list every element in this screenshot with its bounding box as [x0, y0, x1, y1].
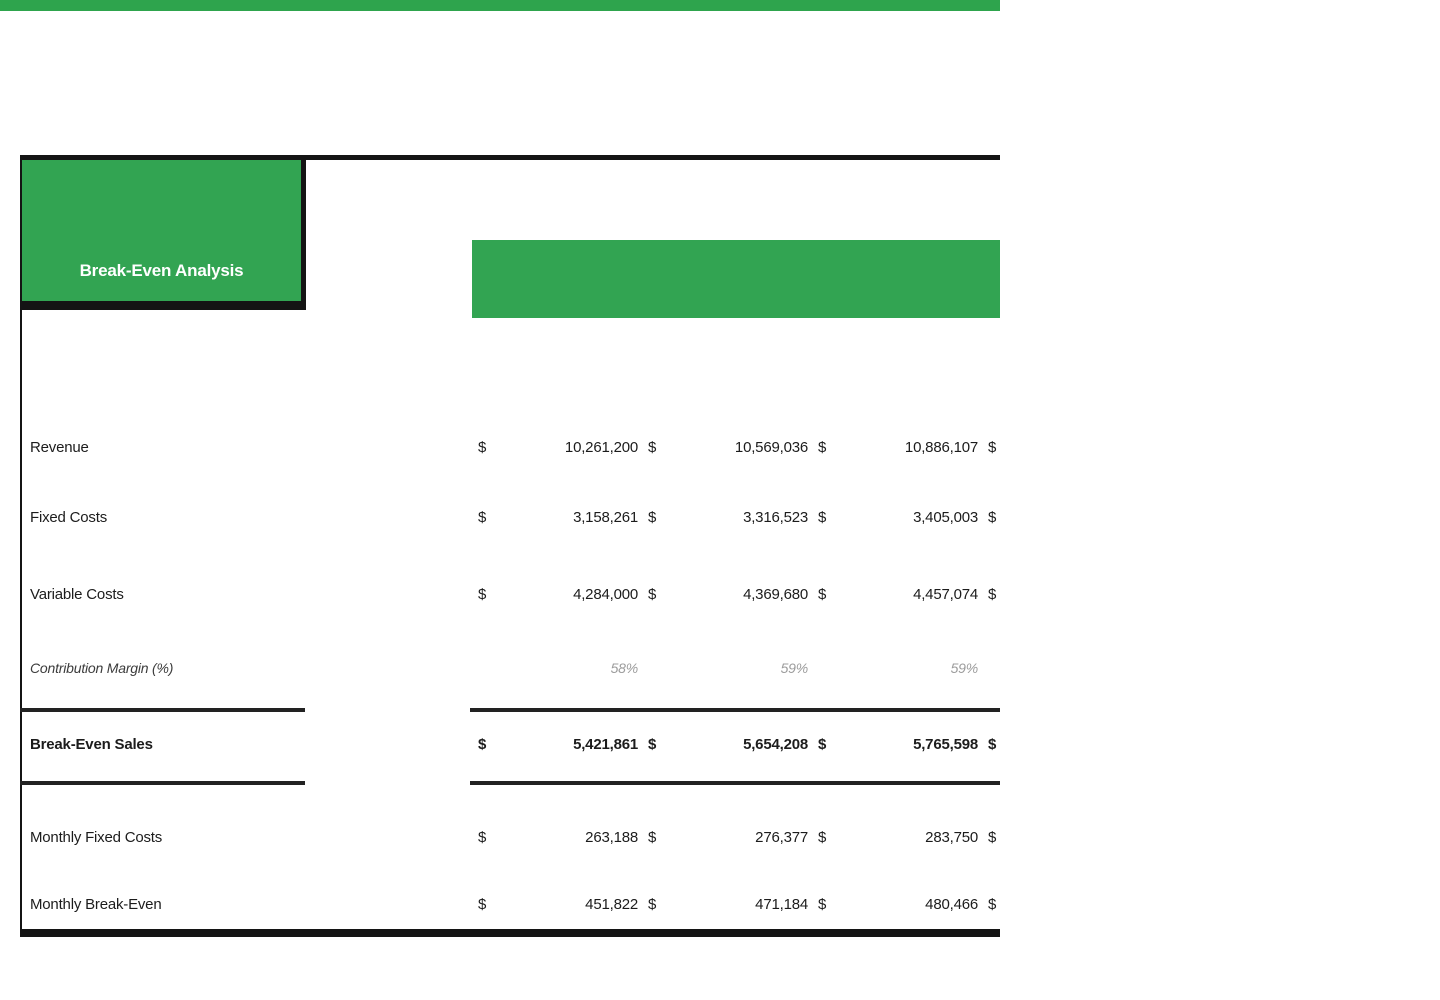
currency-symbol-clipped: $ — [988, 829, 997, 846]
currency-symbol: $ — [478, 509, 487, 526]
currency-symbol-clipped: $ — [988, 896, 997, 913]
currency-symbol: $ — [478, 586, 487, 603]
table-row-monthly-fixed-costs — [0, 826, 1000, 850]
top-accent-bar — [0, 0, 1000, 11]
currency-symbol: $ — [818, 439, 827, 456]
cell-value: 10,569,036 — [734, 439, 808, 456]
table-row-fixed-costs — [0, 506, 1000, 530]
cell-value: 10,261,200 — [564, 439, 638, 456]
currency-symbol: $ — [818, 829, 827, 846]
cell-value: 58% — [610, 660, 638, 676]
table-bottom-border — [20, 929, 1000, 937]
row-label: Variable Costs — [30, 586, 124, 603]
row-label: Break-Even Sales — [30, 736, 153, 753]
page-title: Break-Even Analysis — [79, 261, 244, 280]
currency-symbol: $ — [648, 896, 657, 913]
cell-value: 3,316,523 — [743, 509, 808, 526]
cell-value: 4,369,680 — [743, 586, 808, 603]
cell-value: 3,405,003 — [913, 509, 978, 526]
year-header-2023: 2023 — [1011, 269, 1049, 288]
table-row-revenue — [0, 436, 1000, 460]
cell-value: 263,188 — [585, 829, 638, 846]
currency-symbol: $ — [818, 509, 827, 526]
cell-value: 5,765,598 — [913, 736, 978, 753]
year-header-2025: 2025 — [1351, 269, 1389, 288]
cell-value: 4,457,074 — [913, 586, 978, 603]
currency-symbol: $ — [818, 586, 827, 603]
table-row-break-even-sales — [0, 733, 1000, 757]
separator-above-break-even-values — [470, 708, 1000, 712]
table-row-monthly-break-even — [0, 893, 1000, 917]
currency-symbol: $ — [648, 439, 657, 456]
cell-value: 283,750 — [925, 829, 978, 846]
cell-value: 3,158,261 — [573, 509, 638, 526]
year-header-2024: 2024 — [1181, 269, 1219, 288]
currency-symbol: $ — [648, 736, 657, 753]
cell-value: 5,421,861 — [573, 736, 638, 753]
table-row-variable-costs — [0, 583, 1000, 607]
currency-symbol-clipped: $ — [988, 586, 997, 603]
title-block — [20, 160, 306, 310]
currency-symbol: $ — [648, 586, 657, 603]
separator-below-break-even-label — [20, 781, 305, 785]
currency-symbol: $ — [478, 439, 487, 456]
separator-below-break-even-values — [470, 781, 1000, 785]
row-label: Monthly Fixed Costs — [30, 829, 163, 846]
cell-value: 59% — [780, 660, 808, 676]
year-header-band — [472, 240, 1389, 318]
table-row-contribution-margin — [0, 656, 1000, 680]
currency-symbol: $ — [818, 736, 827, 753]
row-label: Monthly Break-Even — [30, 896, 162, 913]
cell-value: 4,284,000 — [573, 586, 638, 603]
row-label: Revenue — [30, 439, 89, 456]
currency-symbol: $ — [478, 896, 487, 913]
currency-symbol-clipped: $ — [988, 736, 997, 753]
row-label: Contribution Margin (%) — [30, 660, 174, 676]
currency-symbol-clipped: $ — [988, 509, 997, 526]
currency-symbol: $ — [648, 829, 657, 846]
cell-value: 59% — [950, 660, 978, 676]
cell-value: 480,466 — [925, 896, 978, 913]
cell-value: 276,377 — [755, 829, 808, 846]
row-label: Fixed Costs — [30, 509, 107, 526]
currency-symbol: $ — [818, 896, 827, 913]
currency-symbol: $ — [478, 829, 487, 846]
currency-symbol: $ — [478, 736, 487, 753]
cell-value: 10,886,107 — [904, 439, 978, 456]
currency-symbol-clipped: $ — [988, 439, 997, 456]
cell-value: 471,184 — [755, 896, 808, 913]
currency-symbol: $ — [648, 509, 657, 526]
cell-value: 5,654,208 — [743, 736, 808, 753]
cell-value: 451,822 — [585, 896, 638, 913]
separator-above-break-even-label — [20, 708, 305, 712]
